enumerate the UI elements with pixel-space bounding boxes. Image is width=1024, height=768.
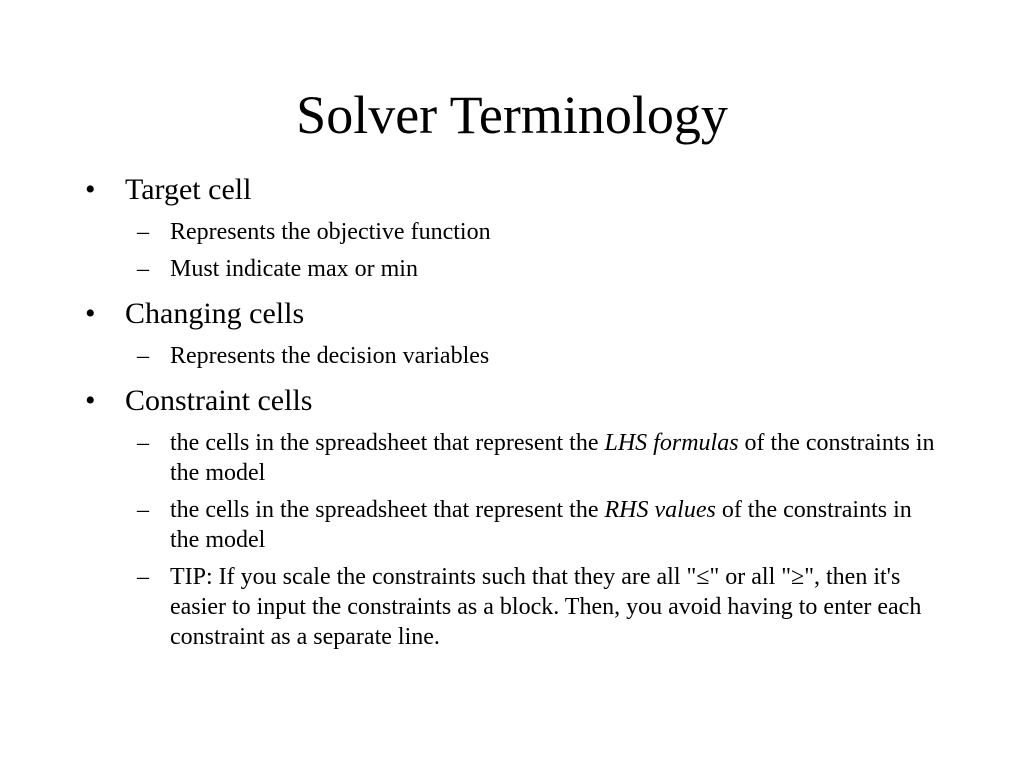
bullet-marker: • bbox=[85, 173, 96, 206]
emphasis-lhs-formulas: LHS formulas bbox=[604, 430, 739, 456]
sub-bullet-text: Represents the decision variables bbox=[170, 343, 490, 369]
sub-bullet-text: Must indicate max or min bbox=[170, 256, 418, 282]
sub-bullet bbox=[85, 217, 945, 247]
sub-bullet-tip bbox=[85, 562, 945, 652]
dash-marker: – bbox=[137, 219, 149, 245]
sub-bullet bbox=[85, 428, 945, 488]
text-after: of the constraints in the model bbox=[170, 430, 935, 486]
text-after: of the constraints in the model bbox=[170, 497, 912, 553]
sub-bullet-text bbox=[170, 430, 935, 486]
dash-marker: – bbox=[137, 564, 149, 590]
bullet-target-cell bbox=[85, 170, 945, 210]
bullet-list bbox=[85, 170, 945, 652]
bullet-text: Constraint cells bbox=[125, 384, 313, 417]
bullet-changing-cells bbox=[85, 294, 945, 334]
bullet-marker: • bbox=[85, 384, 96, 417]
emphasis-rhs-values: RHS values bbox=[604, 497, 716, 523]
bullet-marker: • bbox=[85, 297, 96, 330]
text-before: the cells in the spreadsheet that represent the bbox=[170, 497, 605, 523]
dash-marker: – bbox=[137, 430, 149, 456]
sub-bullet bbox=[85, 495, 945, 555]
sub-bullet-text: Represents the objective function bbox=[170, 219, 491, 245]
sub-bullet bbox=[85, 254, 945, 284]
bullet-text: Target cell bbox=[125, 173, 252, 206]
slide-title: Solver Terminology bbox=[296, 85, 728, 145]
bullet-constraint-cells bbox=[85, 381, 945, 421]
sub-bullet-text: TIP: If you scale the constraints such that they are all "≤" or all "≥", then it's easier to input the constraints as a block. Then, you avoid having to enter each constraint as a separate line. bbox=[170, 564, 922, 650]
dash-marker: – bbox=[137, 343, 149, 369]
bullet-text: Changing cells bbox=[125, 297, 305, 330]
text-before: the cells in the spreadsheet that represent the bbox=[170, 430, 605, 456]
sub-bullet bbox=[85, 341, 945, 371]
dash-marker: – bbox=[137, 497, 149, 523]
sub-bullet-text bbox=[170, 497, 912, 553]
dash-marker: – bbox=[137, 256, 149, 282]
